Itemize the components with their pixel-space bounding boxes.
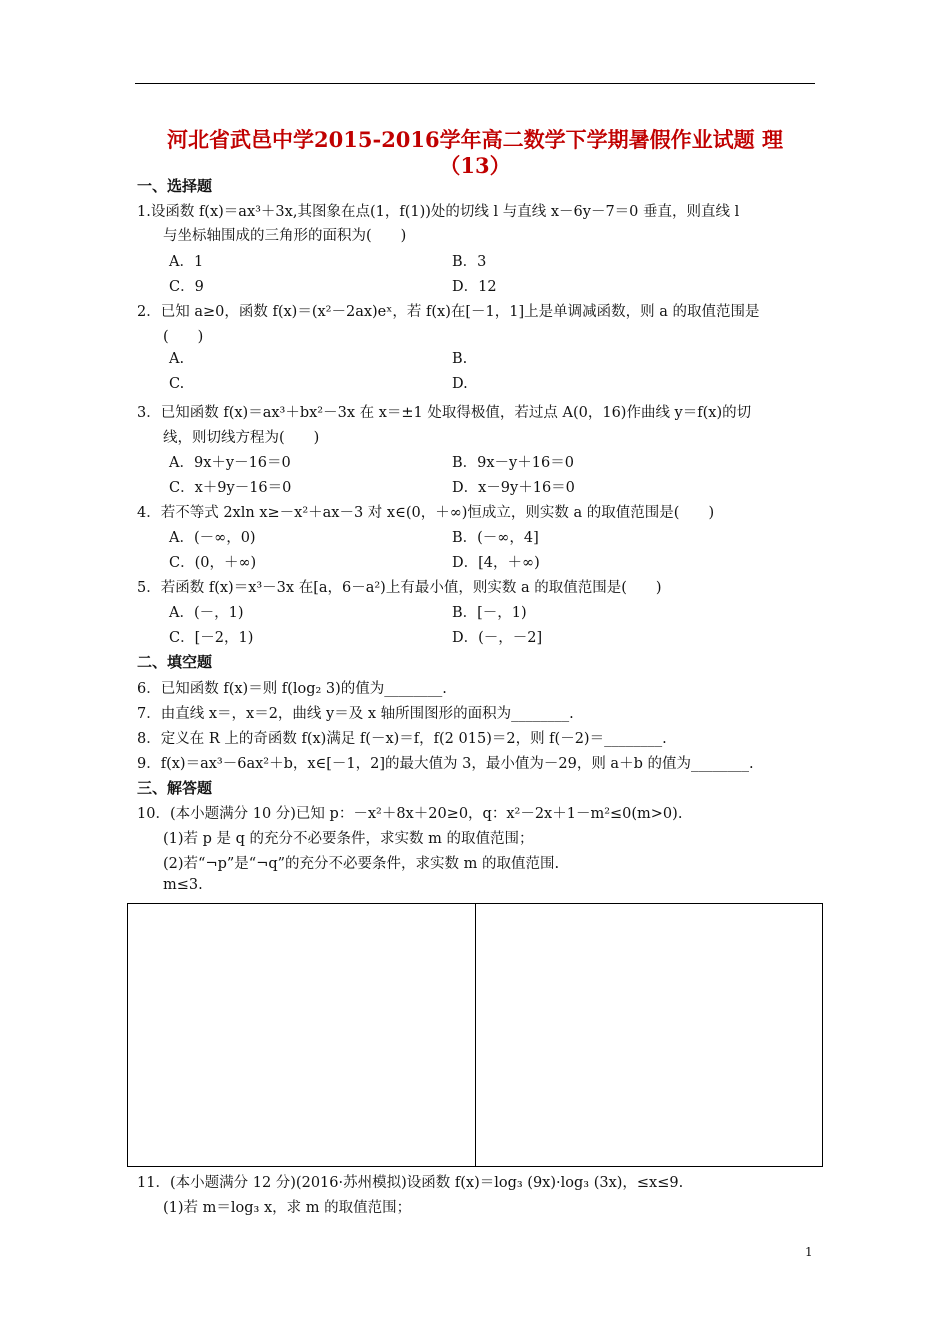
question-10-line-3: (2)若“¬p”是“¬q”的充分不必要条件，求实数 m 的取值范围. xyxy=(163,856,560,872)
header-rule xyxy=(135,83,815,84)
question-2-option-c: C. xyxy=(169,376,185,392)
question-3-option-b: B．9x－y＋16＝0 xyxy=(452,455,574,471)
question-1-line-1: 1.设函数 f(x)＝ax³＋3x,其图象在点(1，f(1))处的切线 l 与直线 x－6y－7＝0 垂直，则直线 l xyxy=(137,204,740,220)
question-4-option-a: A．(－∞，0) xyxy=(169,530,256,546)
question-2-option-a: A. xyxy=(169,351,185,367)
question-1-option-b: B．3 xyxy=(452,254,487,270)
answer-box-table xyxy=(127,903,823,1167)
question-5-option-a: A．(－，1) xyxy=(169,605,244,621)
question-1-line-2: 与坐标轴围成的三角形的面积为( ) xyxy=(163,228,407,244)
question-6: 6．已知函数 f(x)＝则 f(log₂ 3)的值为________. xyxy=(137,681,447,697)
question-5-option-c: C．[－2，1) xyxy=(169,630,254,646)
question-11-line-1: 11．(本小题满分 12 分)(2016·苏州模拟)设函数 f(x)＝log₃ (9x)·log₃ (3x)，≤x≤9. xyxy=(137,1175,684,1191)
question-4-option-b: B．(－∞，4] xyxy=(452,530,539,546)
question-5-option-b: B．[－，1) xyxy=(452,605,527,621)
question-4-option-c: C．(0，＋∞) xyxy=(169,555,257,571)
question-2-option-d: D. xyxy=(452,376,468,392)
question-8: 8．定义在 R 上的奇函数 f(x)满足 f(－x)＝f，f(2 015)＝2，则 f(－2)＝________. xyxy=(137,731,667,747)
question-4-option-d: D．[4，＋∞) xyxy=(452,555,540,571)
question-9: 9．f(x)＝ax³－6ax²＋b，x∈[－1，2]的最大值为 3，最小值为－29，则 a＋b 的值为________. xyxy=(137,756,754,772)
question-2-line-1: 2．已知 a≥0，函数 f(x)＝(x²－2ax)eˣ，若 f(x)在[－1，1]上是单调减函数，则 a 的取值范围是 xyxy=(137,304,760,320)
question-2-option-b: B. xyxy=(452,351,468,367)
question-11-line-2: (1)若 m＝log₃ x，求 m 的取值范围； xyxy=(163,1200,412,1216)
question-4-line-1: 4．若不等式 2xln x≥－x²＋ax－3 对 x∈(0，＋∞)恒成立，则实数 a 的取值范围是( ) xyxy=(137,505,715,521)
section-choice-heading: 一、选择题 xyxy=(137,177,213,195)
question-1-option-d: D．12 xyxy=(452,279,497,295)
page-number: 1 xyxy=(805,1245,813,1259)
question-3-line-2: 线，则切线方程为( ) xyxy=(163,430,320,446)
question-10-line-4: m≤3. xyxy=(163,877,203,893)
page-title-number: （13） xyxy=(439,153,511,178)
question-10-line-1: 10．(本小题满分 10 分)已知 p：－x²＋8x＋20≥0，q：x²－2x＋1－m²≤0(m>0). xyxy=(137,806,683,822)
question-3-line-1: 3．已知函数 f(x)＝ax³＋bx²－3x 在 x＝±1 处取得极值，若过点 A(0，16)作曲线 y＝f(x)的切 xyxy=(137,405,752,421)
section-solve-heading: 三、解答题 xyxy=(137,779,213,797)
question-10-line-2: (1)若 p 是 q 的充分不必要条件，求实数 m 的取值范围； xyxy=(163,831,534,847)
question-7: 7．由直线 x＝，x＝2，曲线 y＝及 x 轴所围图形的面积为________. xyxy=(137,706,574,722)
question-3-option-d: D．x－9y＋16＝0 xyxy=(452,480,575,496)
question-5-line-1: 5．若函数 f(x)＝x³－3x 在[a，6－a²)上有最小值，则实数 a 的取值范围是( ) xyxy=(137,580,662,596)
section-fill-heading: 二、填空题 xyxy=(137,653,213,671)
answer-box-right xyxy=(475,904,823,1166)
question-1-option-c: C．9 xyxy=(169,279,204,295)
answer-box-left xyxy=(128,904,475,1166)
question-3-option-c: C．x＋9y－16＝0 xyxy=(169,480,292,496)
question-5-option-d: D．(－，－2] xyxy=(452,630,543,646)
page-title: 河北省武邑中学2015-2016学年高二数学下学期暑假作业试题 理 xyxy=(167,127,783,152)
question-3-option-a: A．9x＋y－16＝0 xyxy=(169,455,291,471)
question-2-line-2: ( ) xyxy=(163,329,204,345)
question-1-option-a: A．1 xyxy=(169,254,204,270)
